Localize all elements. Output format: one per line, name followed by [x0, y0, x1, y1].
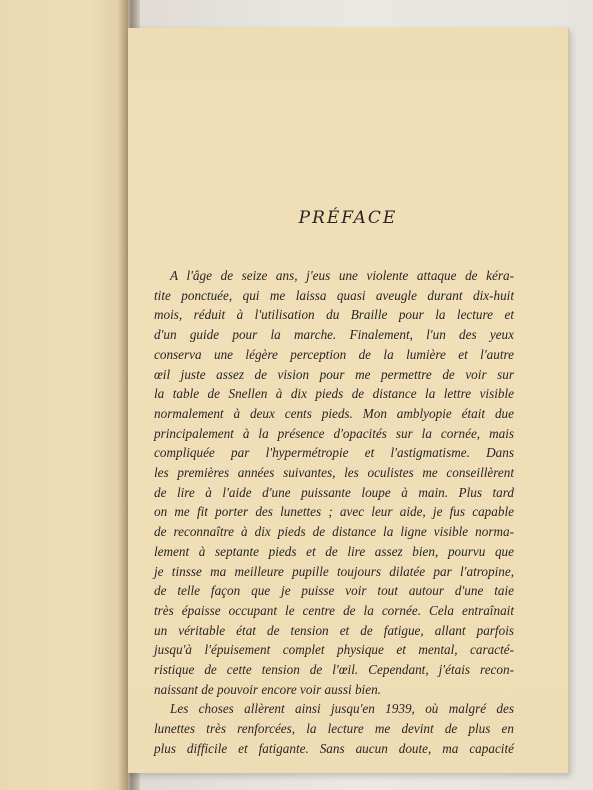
text-line: je tinsse ma meilleure pupille toujours dilatée par l'atropine, [154, 563, 514, 579]
page-content [128, 28, 568, 773]
text-line: jusqu'à l'épuisement complet physique et mental, caracté- [154, 642, 514, 658]
text-line: on me fit porter des lunettes ; avec leur aide, je fus capable [154, 504, 514, 520]
page-title: PRÉFACE [298, 208, 398, 228]
text-line: tite ponctuée, qui me laissa quasi aveugle durant dix-huit [154, 287, 514, 303]
text-line: d'un guide pour la marche. Finalement, l'un des yeux [154, 327, 514, 343]
text-line: plus difficile et fatigante. Sans aucun doute, ma capacité [154, 740, 514, 756]
text-line: compliquée par l'hypermétropie et l'astigmatisme. Dans [154, 445, 514, 461]
text-line: la table de Snellen à dix pieds de distance la lettre visible [154, 386, 514, 402]
text-line: Les choses allèrent ainsi jusqu'en 1939, où malgré des [170, 701, 514, 717]
text-line: de reconnaître à dix pieds de distance la ligne visible norma- [154, 524, 514, 540]
text-line: normalement à deux cents pieds. Mon amblyopie était due [154, 405, 514, 421]
left-page [0, 0, 128, 790]
text-line: de lire à l'aide d'une puissante loupe à main. Plus tard [154, 484, 514, 500]
text-line: de telle façon que je puisse voir tout autour d'une taie [154, 583, 514, 599]
text-line: lement à septante pieds et de lire assez bien, pourvu que [154, 543, 514, 559]
text-line: un véritable état de tension et de fatigue, allant parfois [154, 622, 514, 638]
text-line: mois, réduit à l'utilisation du Braille pour la lecture et [154, 307, 514, 323]
preface-text [154, 266, 514, 759]
text-line: lunettes très renforcées, la lecture me devint de plus en [154, 721, 514, 737]
text-line: très épaisse occupant le centre de la cornée. Cela entraînait [154, 602, 514, 618]
text-line: les premières années suivantes, les oculistes me conseillèrent [154, 465, 514, 481]
text-line: ristique de cette tension de l'œil. Cependant, j'étais recon- [154, 662, 514, 678]
right-page [128, 28, 569, 773]
text-line: œil juste assez de vision pour me permettre de voir sur [154, 366, 514, 382]
text-line: naissant de pouvoir encore voir aussi bien. [154, 681, 381, 697]
text-line: A l'âge de seize ans, j'eus une violente attaque de kéra- [170, 268, 514, 283]
text-line: conserva une légère perception de la lumière et l'autre [154, 346, 514, 362]
text-line: principalement à la présence d'opacités sur la cornée, mais [154, 425, 514, 441]
